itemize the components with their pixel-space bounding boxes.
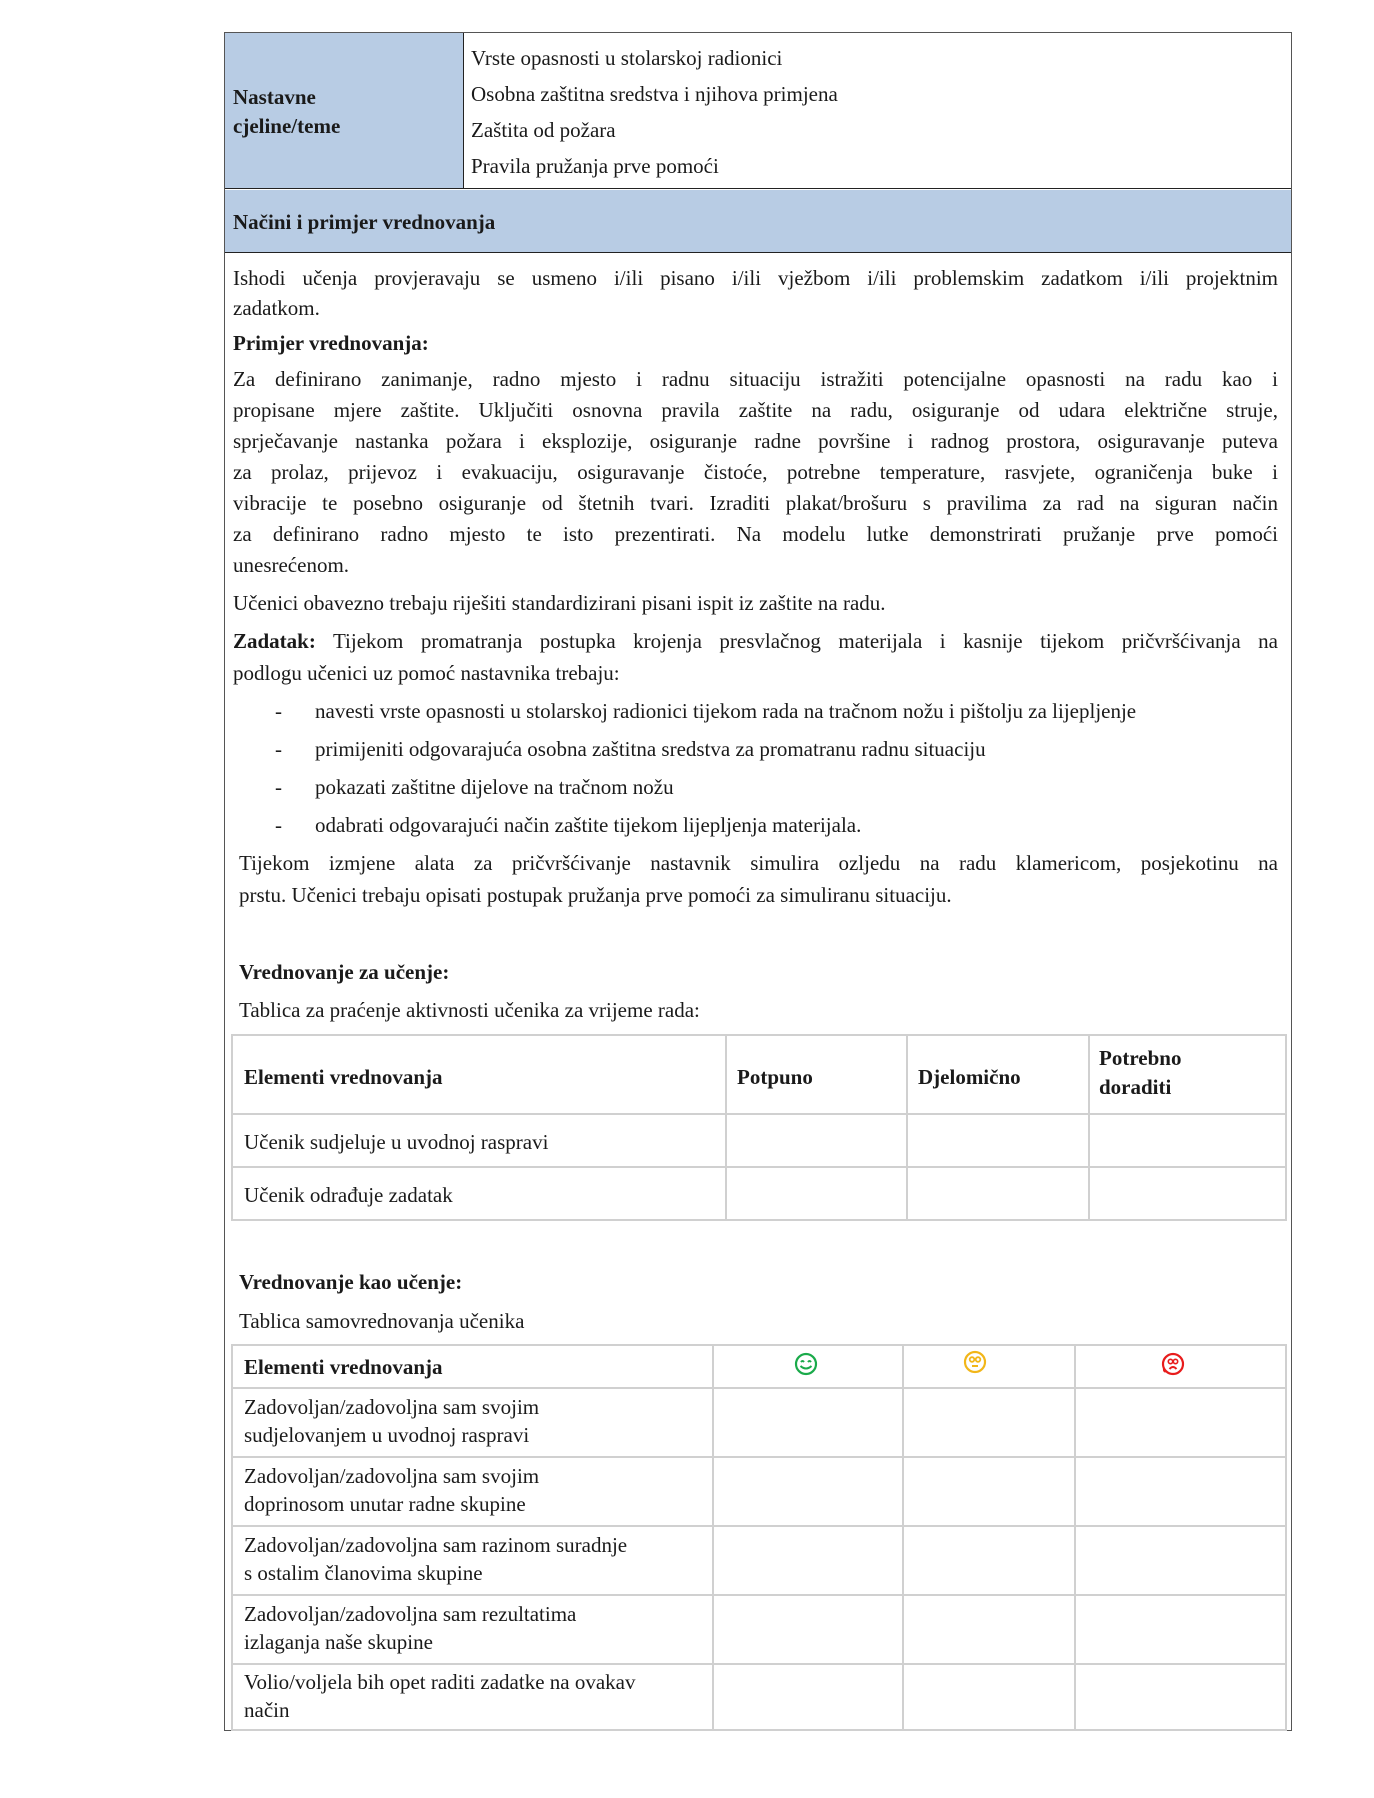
table-border xyxy=(902,1344,904,1731)
table-row-label: Učenik odrađuje zadatak xyxy=(244,1183,453,1207)
bullet-item: odabrati odgovarajući način zaštite tijekom lijepljenja materijala. xyxy=(315,813,862,837)
column-header xyxy=(1099,1046,1181,1099)
task-line: Tijekom promatranja postupka krojenja presvlačnog materijala i kasnije tijekom pričvršćivanja na xyxy=(315,629,1278,653)
table-border xyxy=(231,1663,1286,1665)
column-header: Elementi vrednovanja xyxy=(244,1355,443,1379)
topics-label xyxy=(233,85,340,138)
example-text: za prolaz, prijevoz i evakuaciju, osiguravanje čistoće, potrebne temperature, rasvjete, ograničenja buke i xyxy=(233,460,1278,484)
bullet-marker: - xyxy=(275,775,282,799)
topics-label-line: Nastavne xyxy=(233,85,316,109)
assessment-as-learning-caption: Tablica samovrednovanja učenika xyxy=(239,1309,525,1333)
table-border xyxy=(231,1729,1286,1731)
column-header: Djelomično xyxy=(918,1065,1021,1089)
intro-text: Ishodi učenja provjeravaju se usmeno i/ili pisano i/ili vježbom i/ili problemskim zadatkom i/ili projektnim xyxy=(233,266,1278,290)
column-header: Potpuno xyxy=(737,1065,813,1089)
assessment-for-learning-heading: Vrednovanje za učenje: xyxy=(239,960,450,984)
table-border xyxy=(231,1034,233,1221)
row-label-line: Zadovoljan/zadovoljna sam rezultatima xyxy=(244,1602,577,1626)
neutral-face-icon xyxy=(963,1350,987,1374)
table-border xyxy=(231,1166,1286,1168)
example-text: unesrećenom. xyxy=(233,553,350,577)
example-heading: Primjer vrednovanja: xyxy=(233,331,429,355)
row-label-line: Zadovoljan/zadovoljna sam svojim xyxy=(244,1464,540,1488)
row-label-line: način xyxy=(244,1698,290,1722)
task-text: podlogu učenici uz pomoć nastavnika trebaju: xyxy=(233,661,620,685)
table-row-label xyxy=(244,1602,576,1654)
assessment-as-learning-heading: Vrednovanje kao učenje: xyxy=(239,1270,463,1294)
bullet-item: primijeniti odgovarajuća osobna zaštitna sredstva za promatranu radnu situaciju xyxy=(315,737,986,761)
happy-face-icon xyxy=(794,1352,818,1376)
row-label-line: sudjelovanjem u uvodnoj raspravi xyxy=(244,1423,530,1447)
example-text: za definirano radno mjesto te isto prezentirati. Na modelu lutke demonstrirati pružanje prve pomoći xyxy=(233,522,1278,546)
table-row-label xyxy=(244,1464,539,1516)
table-row-label xyxy=(244,1395,539,1447)
row-label-line: doprinosom unutar radne skupine xyxy=(244,1492,526,1516)
section-title: Načini i primjer vrednovanja xyxy=(233,210,496,234)
table-border xyxy=(231,1387,1286,1389)
table-border xyxy=(1088,1034,1090,1221)
row-label-line: Volio/voljela bih opet raditi zadatke na ovakav xyxy=(244,1670,636,1694)
task-text xyxy=(233,629,1278,653)
example-text: Za definirano zanimanje, radno mjesto i radnu situaciju istražiti potencijalne opasnosti na radu kao i xyxy=(233,367,1278,391)
table-border xyxy=(231,1113,1286,1115)
example-text: sprječavanje nastanka požara i eksplozije, osiguranje radne površine i radnog prostora, osiguravanje puteva xyxy=(233,429,1278,453)
exam-text: Učenici obavezno trebaju riješiti standardizirani pisani ispit iz zaštite na radu. xyxy=(233,591,886,615)
topic-item: Osobna zaštitna sredstva i njihova primjena xyxy=(471,82,838,106)
table-border xyxy=(906,1034,908,1221)
table-border xyxy=(725,1034,727,1221)
column-divider xyxy=(463,33,464,188)
table-row-label xyxy=(244,1533,627,1585)
row-divider xyxy=(225,188,1291,189)
table-row-label xyxy=(244,1670,636,1722)
example-text: propisane mjere zaštite. Uključiti osnovna pravila zaštite na radu, osiguranje od udara električne struje, xyxy=(233,398,1278,422)
bullet-marker: - xyxy=(275,699,282,723)
column-header-line: Potrebno xyxy=(1099,1046,1182,1070)
row-label-line: Zadovoljan/zadovoljna sam svojim xyxy=(244,1395,540,1419)
bullet-marker: - xyxy=(275,737,282,761)
row-label-line: s ostalim članovima skupine xyxy=(244,1561,483,1585)
row-divider xyxy=(225,252,1291,253)
bullet-item: pokazati zaštitne dijelove na tračnom nožu xyxy=(315,775,674,799)
topics-label-line: cjeline/teme xyxy=(233,114,341,138)
table-border xyxy=(231,1525,1286,1527)
table-border xyxy=(231,1456,1286,1458)
simulation-text: Tijekom izmjene alata za pričvršćivanje nastavnik simulira ozljedu na radu klamericom, posjekotinu na xyxy=(239,851,1278,875)
table-border xyxy=(1285,1034,1287,1221)
column-header-line: doraditi xyxy=(1099,1075,1172,1099)
sad-face-icon xyxy=(1161,1352,1185,1376)
assessment-for-learning-caption: Tablica za praćenje aktivnosti učenika za vrijeme rada: xyxy=(239,998,700,1022)
task-label: Zadatak: xyxy=(233,629,316,653)
table-border xyxy=(231,1344,1286,1346)
table-row-label: Učenik sudjeluje u uvodnoj raspravi xyxy=(244,1130,549,1154)
table-border xyxy=(1285,1344,1287,1731)
row-label-line: izlaganja naše skupine xyxy=(244,1630,433,1654)
topic-item: Zaštita od požara xyxy=(471,118,616,142)
table-border xyxy=(231,1344,233,1731)
table-border xyxy=(231,1219,1286,1221)
table-border xyxy=(231,1034,1286,1036)
column-header: Elementi vrednovanja xyxy=(244,1065,443,1089)
topic-item: Pravila pružanja prve pomoći xyxy=(471,154,719,178)
simulation-text: prstu. Učenici trebaju opisati postupak pružanja prve pomoći za simuliranu situaciju. xyxy=(239,883,952,907)
bullet-marker: - xyxy=(275,813,282,837)
intro-text: zadatkom. xyxy=(233,296,320,320)
row-label-line: Zadovoljan/zadovoljna sam razinom suradnje xyxy=(244,1533,628,1557)
example-text: vibracije te posebno osiguranje od štetnih tvari. Izraditi plakat/brošuru s pravilima za rad na siguran način xyxy=(233,491,1278,515)
topic-item: Vrste opasnosti u stolarskoj radionici xyxy=(471,46,783,70)
table-border xyxy=(712,1344,714,1731)
table-border xyxy=(1074,1344,1076,1731)
bullet-item: navesti vrste opasnosti u stolarskoj radionici tijekom rada na tračnom nožu i pištolju za lijepljenje xyxy=(315,699,1137,723)
table-border xyxy=(231,1594,1286,1596)
